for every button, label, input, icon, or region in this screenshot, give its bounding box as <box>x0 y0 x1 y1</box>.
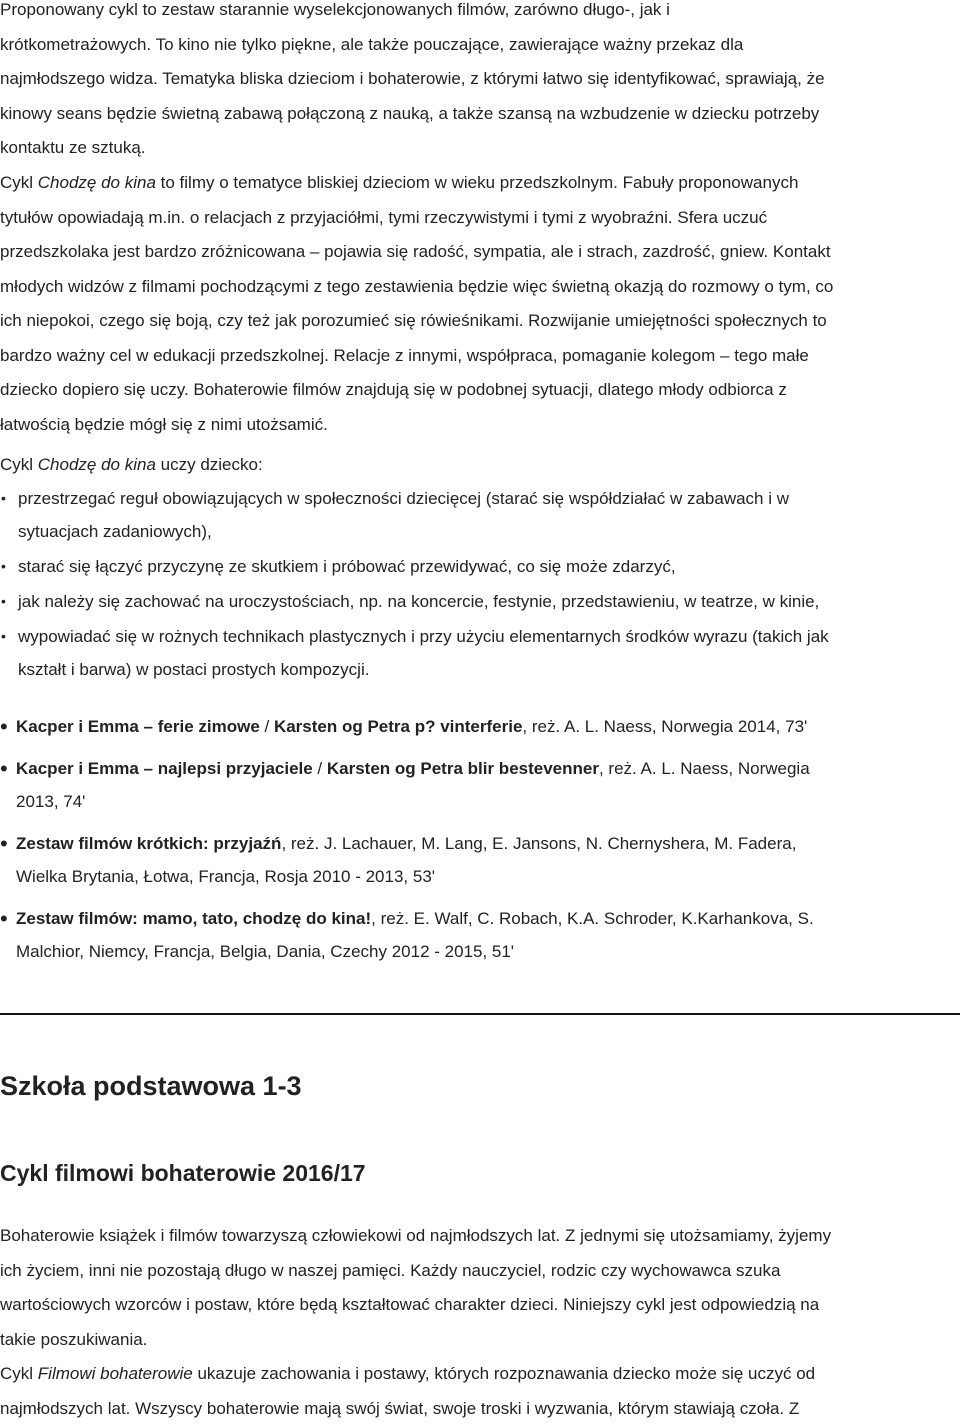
text: / <box>313 759 327 778</box>
skill-item <box>0 620 960 686</box>
cycle-line: młodych widzów z filmami pochodzącymi z tego zestawienia będzie więc świetną okazją do rozmowy o tym, co <box>0 270 960 305</box>
film-details: Malchior, Niemcy, Francja, Belgia, Dania, Czechy 2012 - 2015, 51' <box>16 942 514 961</box>
films-list <box>0 710 960 968</box>
cycle-line: łatwością będzie mógł się z nimi utożsamić. <box>0 408 960 443</box>
film-original-title: Karsten og Petra p? vinterferie <box>274 717 522 736</box>
text: uczy dziecko: <box>156 455 263 474</box>
section-subheading: Cykl filmowi bohaterowie 2016/17 <box>0 1160 366 1187</box>
cycle-line: ich niepokoi, czego się boją, czy też jak porozumieć się rówieśnikami. Rozwijanie umiejętności społecznych to <box>0 304 960 339</box>
text: Cykl <box>0 1364 38 1383</box>
outro-line: takie poszukiwania. <box>0 1323 960 1358</box>
film-original-title: Karsten og Petra blir bestevenner <box>327 759 599 778</box>
intro-paragraph <box>0 0 960 166</box>
text: ukazuje zachowania i postawy, których rozpoznawania dziecko może się uczyć od <box>193 1364 815 1383</box>
cycle-line: tytułów opowiadają m.in. o relacjach z przyjaciółmi, tymi rzeczywistymi i tymi z wyobraźni. Sfera uczuć <box>0 201 960 236</box>
film-item <box>0 902 960 968</box>
text: sytuacjach zadaniowych), <box>18 522 212 541</box>
film-details: , reż. A. L. Naess, Norwegia 2014, 73' <box>522 717 807 736</box>
film-details: Wielka Brytania, Łotwa, Francja, Rosja 2010 - 2013, 53' <box>16 867 435 886</box>
text: to filmy o tematyce bliskiej dzieciom w wieku przedszkolnym. Fabuły proponowanych <box>156 173 798 192</box>
film-item <box>0 827 960 893</box>
skill-item <box>0 585 960 618</box>
cycle-description <box>0 166 960 442</box>
film-details: , reż. A. L. Naess, Norwegia <box>599 759 810 778</box>
intro-line: kontaktu ze sztuką. <box>0 131 960 166</box>
text: jak należy się zachować na uroczystościach, np. na koncercie, festynie, przedstawieniu, w teatrze, w kinie, <box>18 592 819 611</box>
cycle-title-italic: Filmowi bohaterowie <box>38 1364 193 1383</box>
film-title: Zestaw filmów krótkich: przyjaźń <box>16 834 281 853</box>
outro-line: wartościowych wzorców i postaw, które będą kształtować charakter dzieci. Niniejszy cykl jest odpowiedzią na <box>0 1288 960 1323</box>
outro-line: Bohaterowie książek i filmów towarzyszą człowiekowi od najmłodszych lat. Z jednymi się utożsamiamy, żyjemy <box>0 1219 960 1254</box>
film-title: Kacper i Emma – najlepsi przyjaciele <box>16 759 313 778</box>
intro-line: kinowy seans będzie świetną zabawą połączoną z nauką, a także szansą na wzbudzenie w dziecku potrzeby <box>0 97 960 132</box>
skills-list <box>0 482 960 686</box>
outro-line: najmłodszych lat. Wszyscy bohaterowie mają swój świat, swoje troski i wyzwania, którym stawiają czoła. Z <box>0 1392 960 1426</box>
text: Cykl <box>0 455 38 474</box>
text: Cykl <box>0 173 38 192</box>
intro-line: Proponowany cykl to zestaw starannie wyselekcjonowanych filmów, zarówno długo-, jak i <box>0 0 960 28</box>
outro-line: ich życiem, inni nie pozostają długo w naszej pamięci. Każdy nauczyciel, rodzic czy wychowawca szuka <box>0 1254 960 1289</box>
skill-item <box>0 482 960 548</box>
cycle-title-italic: Chodzę do kina <box>38 455 156 474</box>
text: kształt i barwa) w postaci prostych kompozycji. <box>18 660 369 679</box>
cycle-line: dziecko dopiero się uczy. Bohaterowie filmów znajdują się w podobnej sytuacji, dlatego młody odbiorca z <box>0 373 960 408</box>
film-item <box>0 710 960 743</box>
cycle-line: bardzo ważny cel w edukacji przedszkolnej. Relacje z innymi, współpraca, pomaganie kolegom – tego małe <box>0 339 960 374</box>
text: starać się łączyć przyczynę ze skutkiem i próbować przewidywać, co się może zdarzyć, <box>18 557 676 576</box>
horizontal-rule <box>0 1013 960 1015</box>
film-details: 2013, 74' <box>16 792 85 811</box>
intro-line: najmłodszego widza. Tematyka bliska dzieciom i bohaterowie, z którymi łatwo się identyfikować, sprawiają, że <box>0 62 960 97</box>
text: / <box>260 717 274 736</box>
film-details: , reż. J. Lachauer, M. Lang, E. Jansons, N. Chernyshera, M. Fadera, <box>281 834 796 853</box>
section-heading: Szkoła podstawowa 1-3 <box>0 1071 302 1102</box>
intro-line: krótkometrażowych. To kino nie tylko piękne, ale także pouczające, zawierające ważny przekaz dla <box>0 28 960 63</box>
film-item <box>0 752 960 818</box>
cycle-line <box>0 166 960 201</box>
text: wypowiadać się w rożnych technikach plastycznych i przy użyciu elementarnych środków wyrazu (takich jak <box>18 627 829 646</box>
text: przestrzegać reguł obowiązujących w społeczności dziecięcej (starać się współdziałać w zabawach i w <box>18 489 789 508</box>
teaches-heading <box>0 448 263 483</box>
outro-line <box>0 1357 960 1392</box>
film-details: , reż. E. Walf, C. Robach, K.A. Schroder, K.Karhankova, S. <box>371 909 814 928</box>
cycle-line: przedszkolaka jest bardzo zróżnicowana – pojawia się radość, sympatia, ale i strach, zazdrość, gniew. Kontakt <box>0 235 960 270</box>
cycle-title-italic: Chodzę do kina <box>38 173 156 192</box>
outro-paragraph <box>0 1219 960 1426</box>
skill-item <box>0 550 960 583</box>
film-title: Zestaw filmów: mamo, tato, chodzę do kina! <box>16 909 371 928</box>
film-title: Kacper i Emma – ferie zimowe <box>16 717 260 736</box>
